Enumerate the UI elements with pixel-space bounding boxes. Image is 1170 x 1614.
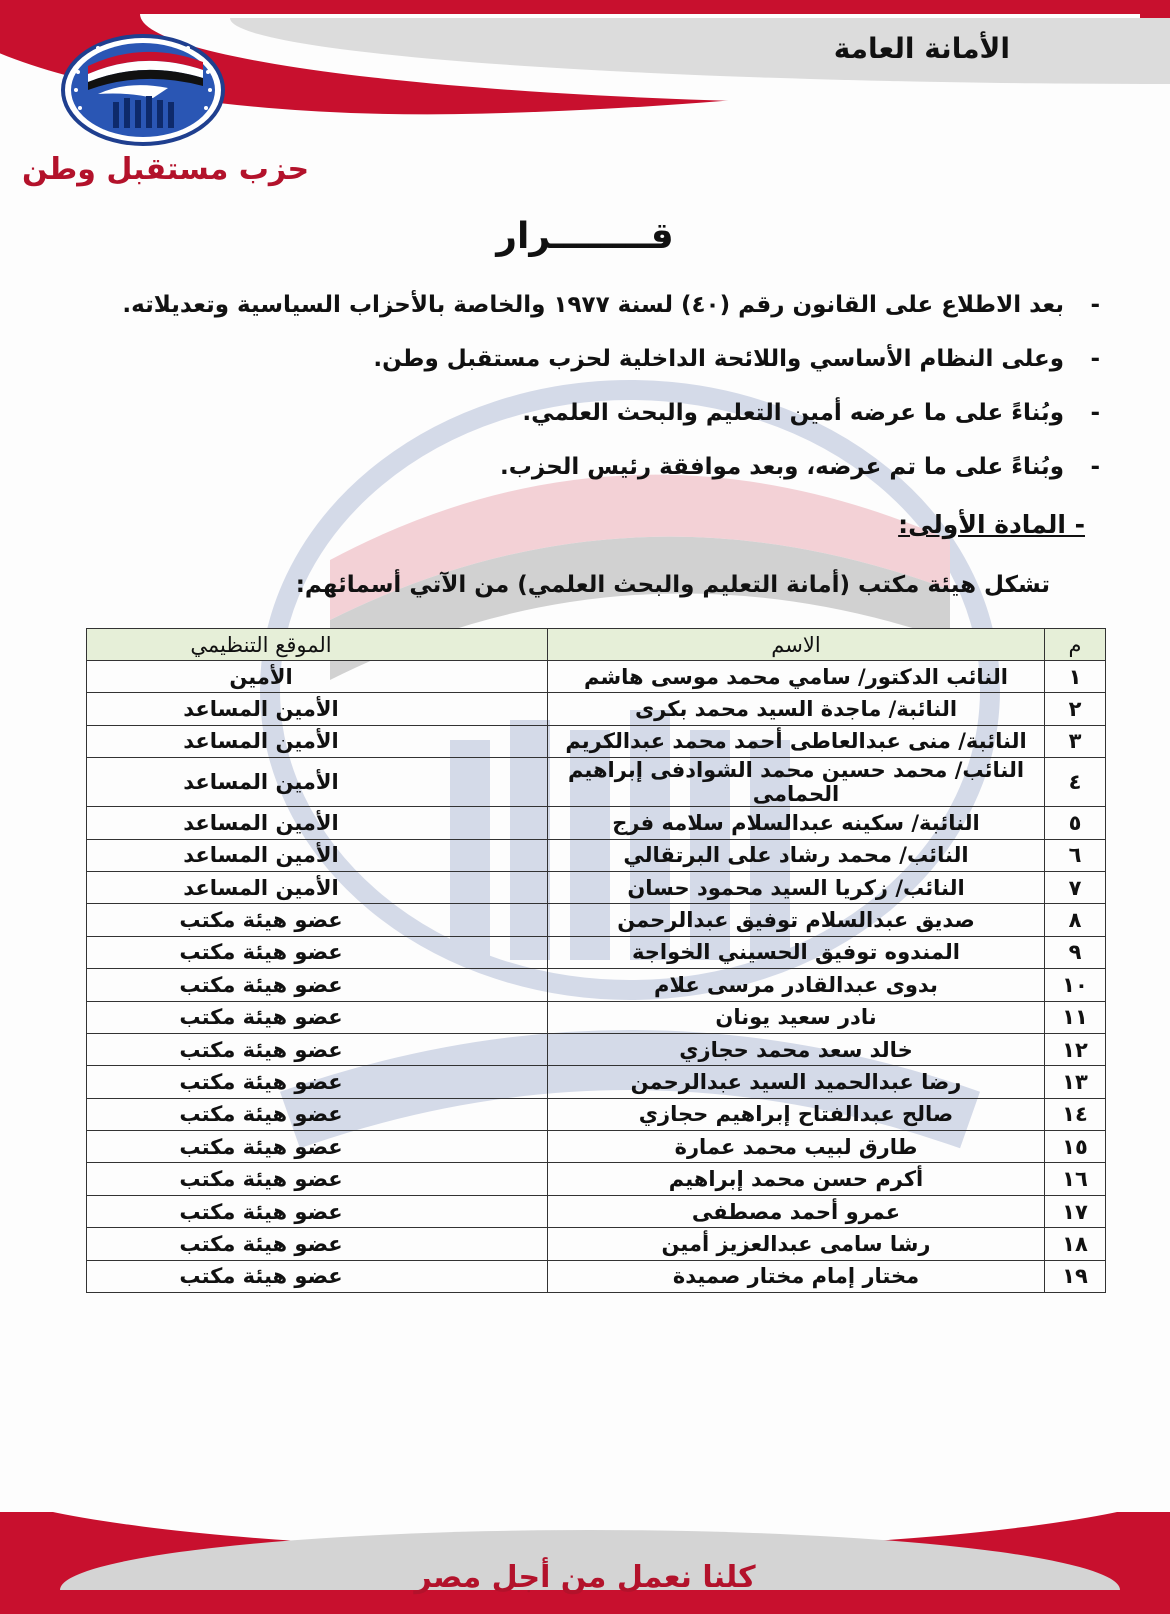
preamble-clause [60,440,1100,494]
article-intro: تشكل هيئة مكتب (أمانة التعليم والبحث العلمي) من الآتي أسمائهم: [295,572,1050,598]
party-eagle-logo-icon [58,32,228,152]
member-name: النائب الدكتور/ سامي محمد موسى هاشم [548,661,1045,693]
decision-title: قــــــــرار [496,216,674,257]
table-row [87,871,1106,903]
table-row [87,693,1106,725]
row-number: ٩ [1045,936,1106,968]
member-name: نادر سعيد يونان [548,1001,1045,1033]
header-name: الاسم [548,629,1045,661]
row-number: ٢ [1045,693,1106,725]
table-row [87,1098,1106,1130]
member-name: رشا سامى عبدالعزيز أمين [548,1228,1045,1260]
row-number: ١٧ [1045,1195,1106,1227]
member-name: أكرم حسن محمد إبراهيم [548,1163,1045,1195]
member-name: النائبة/ ماجدة السيد محمد بكرى [548,693,1045,725]
members-table-body [87,661,1106,1293]
row-number: ١٠ [1045,969,1106,1001]
member-role: عضو هيئة مكتب [87,1001,548,1033]
clause-text: وبُناءً على ما عرضه أمين التعليم والبحث العلمي. [522,400,1064,426]
member-name: صالح عبدالفتاح إبراهيم حجازي [548,1098,1045,1130]
member-name: صديق عبدالسلام توفيق عبدالرحمن [548,904,1045,936]
clause-text: وبُناءً على ما تم عرضه، وبعد موافقة رئيس الحزب. [500,454,1064,480]
party-name: حزب مستقبل وطن [22,152,310,187]
row-number: ٦ [1045,839,1106,871]
preamble-clause [60,386,1100,440]
row-number: ٥ [1045,807,1106,839]
header-title: الأمانة العامة [833,32,1010,65]
clause-dash: - [1090,454,1100,480]
member-role: الأمين المساعد [87,839,548,871]
preamble-clause [60,278,1100,332]
article-heading: - المادة الأولى: [898,510,1085,539]
preamble-clauses [60,278,1100,494]
table-row [87,839,1106,871]
table-row [87,1066,1106,1098]
member-name: بدوى عبدالقادر مرسى علام [548,969,1045,1001]
table-row [87,758,1106,807]
preamble-clause [60,332,1100,386]
member-role: الأمين المساعد [87,758,548,807]
member-name: عمرو أحمد مصطفى [548,1195,1045,1227]
member-name: خالد سعد محمد حجازي [548,1033,1045,1065]
row-number: ٣ [1045,725,1106,757]
row-number: ١٣ [1045,1066,1106,1098]
table-row [87,1131,1106,1163]
table-row [87,807,1106,839]
clause-dash: - [1090,400,1100,426]
member-role: عضو هيئة مكتب [87,1131,548,1163]
row-number: ٨ [1045,904,1106,936]
member-role: عضو هيئة مكتب [87,936,548,968]
member-name: النائبة/ سكينه عبدالسلام سلامه فرج [548,807,1045,839]
member-role: عضو هيئة مكتب [87,1066,548,1098]
table-row [87,1260,1106,1292]
member-role: عضو هيئة مكتب [87,1195,548,1227]
table-row [87,904,1106,936]
member-role: عضو هيئة مكتب [87,1260,548,1292]
row-number: ٧ [1045,871,1106,903]
header-num: م [1045,629,1106,661]
footer-slogan: كلنا نعمل من أجل مصر [414,1560,756,1595]
row-number: ١٤ [1045,1098,1106,1130]
member-role: الأمين [87,661,548,693]
member-name: المندوه توفيق الحسيني الخواجة [548,936,1045,968]
member-name: طارق لبيب محمد عمارة [548,1131,1045,1163]
member-role: عضو هيئة مكتب [87,1228,548,1260]
member-name: النائب/ محمد رشاد على البرتقالي [548,839,1045,871]
row-number: ١٦ [1045,1163,1106,1195]
member-role: عضو هيئة مكتب [87,1033,548,1065]
members-table [86,628,1106,1293]
member-role: عضو هيئة مكتب [87,904,548,936]
table-row [87,969,1106,1001]
member-name: مختار إمام مختار صميدة [548,1260,1045,1292]
row-number: ١٨ [1045,1228,1106,1260]
clause-dash: - [1090,292,1100,318]
table-row [87,936,1106,968]
table-row [87,1163,1106,1195]
member-role: عضو هيئة مكتب [87,1163,548,1195]
table-row [87,1195,1106,1227]
table-row [87,661,1106,693]
row-number: ١٩ [1045,1260,1106,1292]
row-number: ١٥ [1045,1131,1106,1163]
row-number: ٤ [1045,758,1106,807]
row-number: ١ [1045,661,1106,693]
member-role: عضو هيئة مكتب [87,1098,548,1130]
table-row [87,725,1106,757]
table-row [87,1033,1106,1065]
table-header-row [87,629,1106,661]
header-role: الموقع التنظيمي [87,629,548,661]
member-name: رضا عبدالحميد السيد عبدالرحمن [548,1066,1045,1098]
member-role: الأمين المساعد [87,807,548,839]
member-role: الأمين المساعد [87,871,548,903]
row-number: ١٢ [1045,1033,1106,1065]
member-role: عضو هيئة مكتب [87,969,548,1001]
member-name: النائب/ زكريا السيد محمود حسان [548,871,1045,903]
table-row [87,1228,1106,1260]
clause-text: وعلى النظام الأساسي واللائحة الداخلية لحزب مستقبل وطن. [373,346,1064,372]
row-number: ١١ [1045,1001,1106,1033]
table-row [87,1001,1106,1033]
clause-text: بعد الاطلاع على القانون رقم (٤٠) لسنة ١٩٧٧ والخاصة بالأحزاب السياسية وتعديلاته. [122,292,1064,318]
member-name: النائبة/ منى عبدالعاطى أحمد محمد عبدالكريم [548,725,1045,757]
member-role: الأمين المساعد [87,725,548,757]
member-role: الأمين المساعد [87,693,548,725]
member-name: النائب/ محمد حسين محمد الشوادفى إبراهيم الحمامى [548,758,1045,807]
clause-dash: - [1090,346,1100,372]
